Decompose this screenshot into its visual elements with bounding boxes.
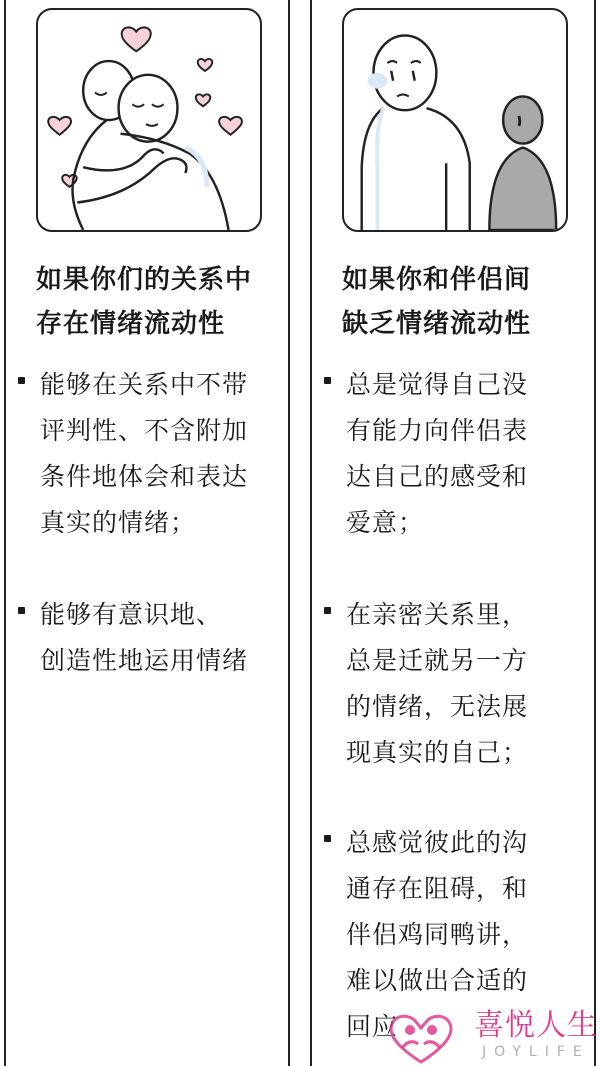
bullet-line: 通存在阻碍，和 xyxy=(346,874,529,903)
bullet-icon xyxy=(18,607,25,614)
right-heading-line-1: 如果你和伴侣间 xyxy=(342,265,532,295)
bullet-line: 评判性、不含附加 xyxy=(40,416,249,445)
hug-icon xyxy=(38,10,260,230)
logo-subtext: JOYLIFE xyxy=(482,1044,590,1060)
list-item xyxy=(324,362,586,546)
lonely-person-icon xyxy=(344,10,566,230)
bullet-line: 总是迁就另一方 xyxy=(346,646,529,675)
bullet-line: 在亲密关系里， xyxy=(346,600,529,629)
list-item xyxy=(18,592,280,684)
bullet-icon xyxy=(324,835,331,842)
heart-people-logo-icon xyxy=(382,1008,460,1066)
bullet-line: 有能力向伴侣表 xyxy=(346,416,529,445)
bullet-line: 达自己的感受和 xyxy=(346,462,529,491)
list-item xyxy=(324,592,586,776)
bullet-icon xyxy=(324,607,331,614)
left-heading-line-2: 存在情绪流动性 xyxy=(36,309,226,339)
bullet-line: 的情绪，无法展 xyxy=(346,692,529,721)
left-heading xyxy=(36,258,286,346)
bullet-line: 条件地体会和表达 xyxy=(40,462,249,491)
right-card xyxy=(310,0,596,1066)
right-heading xyxy=(342,258,592,346)
joylife-logo xyxy=(382,1004,600,1066)
bullet-line: 爱意； xyxy=(346,508,425,537)
list-item xyxy=(18,362,280,546)
lonely-figure-illustration xyxy=(342,8,568,232)
bullet-line: 伴侣鸡同鸭讲， xyxy=(346,920,529,949)
left-card xyxy=(4,0,290,1066)
right-heading-line-2: 缺乏情绪流动性 xyxy=(342,309,532,339)
bullet-line: 创造性地运用情绪 xyxy=(40,646,249,675)
bullet-icon xyxy=(18,377,25,384)
bullet-line: 回应 xyxy=(346,1012,399,1041)
bullet-line: 能够有意识地、 xyxy=(40,600,223,629)
bullet-line: 总感觉彼此的沟 xyxy=(346,828,529,857)
hugging-couple-illustration xyxy=(36,8,262,232)
bullet-line: 总是觉得自己没 xyxy=(346,370,529,399)
logo-text: 喜悦人生 xyxy=(474,1008,598,1043)
bullet-line: 真实的情绪； xyxy=(40,508,197,537)
left-heading-line-1: 如果你们的关系中 xyxy=(36,265,253,295)
bullet-line: 现真实的自己； xyxy=(346,738,529,767)
bullet-line: 难以做出合适的 xyxy=(346,966,529,995)
bullet-line: 能够在关系中不带 xyxy=(40,370,249,399)
bullet-icon xyxy=(324,377,331,384)
